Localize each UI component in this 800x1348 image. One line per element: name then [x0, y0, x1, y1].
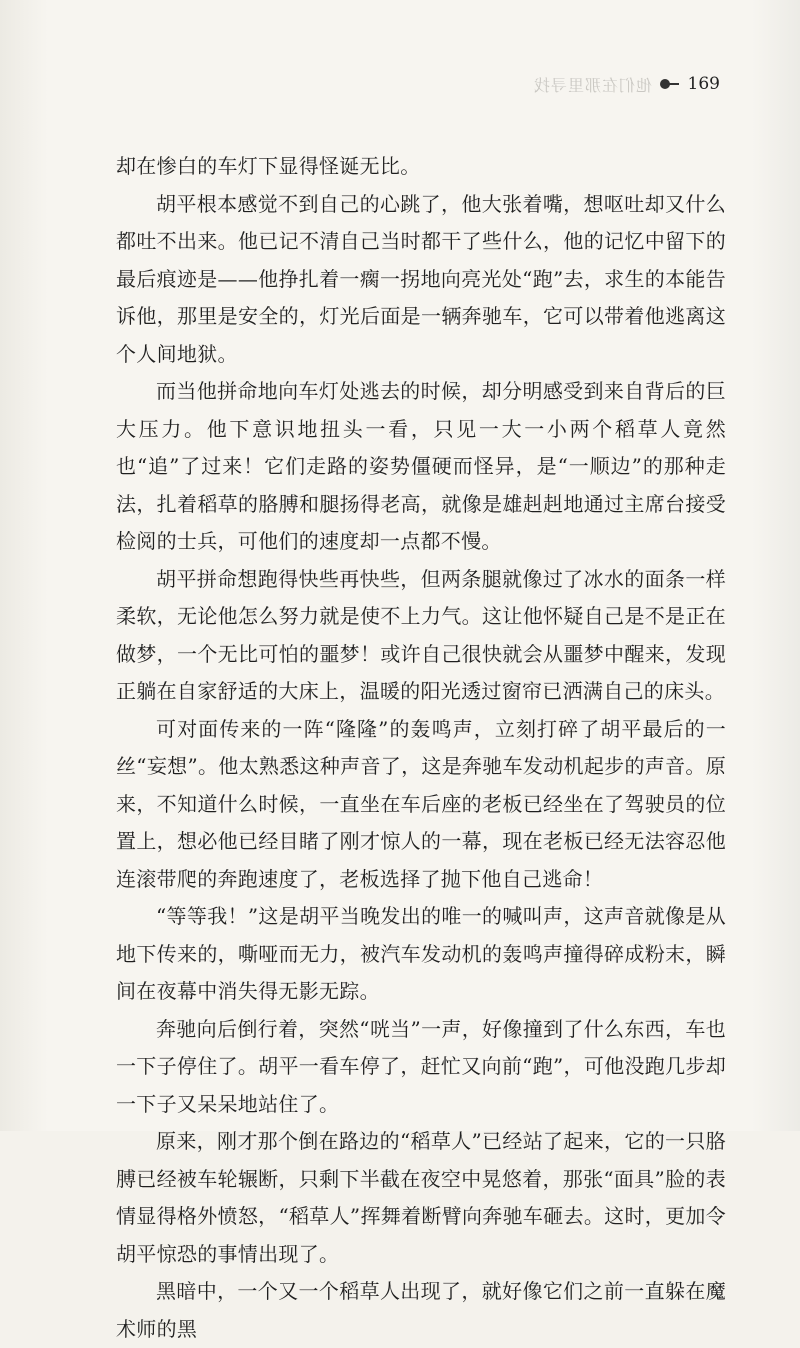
page-number: 169 — [687, 74, 720, 94]
page-number-marker-icon — [660, 79, 670, 89]
paragraph: 奔驰向后倒行着，突然“咣当”一声，好像撞到了什么东西，车也一下子停住了。胡平一看车停了，赶忙又向前“跑”，可他没跑几步却一下子又呆呆地站住了。 — [116, 1016, 726, 1116]
paragraph: 胡平拼命想跑得快些再快些，但两条腿就像过了冰水的面条一样柔软，无论他怎么努力就是使不上力气。这让他怀疑自己是不是正在做梦，一个无比可怕的噩梦！或许自己很快就会从噩梦中醒来，发现正躺在自家舒适的大床上，温暖的阳光透过窗帘已洒满自己的床头。 — [116, 566, 726, 703]
paragraph: 可对面传来的一阵“隆隆”的轰鸣声，立刻打碎了胡平最后的一丝“妄想”。他太熟悉这种声音了，这是奔驰车发动机起步的声音。原来，不知道什么时候，一直坐在车后座的老板已经坐在了驾驶员的位置上，想必他已经目睹了刚才惊人的一幕，现在老板已经无法容忍他连滚带爬的奔跑速度了，老板选择了抛下他自己逃命！ — [116, 716, 726, 891]
body-text — [116, 148, 726, 1348]
paragraph: “等等我！”这是胡平当晚发出的唯一的喊叫声，这声音就像是从地下传来的，嘶哑而无力，被汽车发动机的轰鸣声撞得碎成粉末，瞬间在夜幕中消失得无影无踪。 — [116, 904, 726, 1003]
paragraph: 而当他拼命地向车灯处逃去的时候，却分明感受到来自背后的巨大压力。他下意识地扭头一看，只见一大一小两个稻草人竟然也“追”了过来！它们走路的姿势僵硬而怪异，是“一顺边”的那种走法，扎着稻草的胳膊和腿扬得老高，就像是雄赳赳地通过主席台接受检阅的士兵，可他们的速度却一点都不慢。 — [116, 379, 726, 553]
paragraph: 原来，刚才那个倒在路边的“稻草人”已经站了起来，它的一只胳膊已经被车轮辗断，只剩下半截在夜空中晃悠着，那张“面具”脸的表情显得格外愤怒，“稻草人”挥舞着断臂向奔驰车砸去。这时，更加令胡平惊恐的事情出现了。 — [116, 1129, 726, 1266]
page-header — [533, 70, 720, 98]
paragraph: 黑暗中，一个又一个稻草人出现了，就好像它们之前一直躲在魔术师的黑 — [116, 1279, 726, 1341]
bleed-through-header-text: 他们在那里寻找 — [532, 75, 652, 95]
paragraph: 胡平根本感觉不到自己的心跳了，他大张着嘴，想呕吐却又什么都吐不出来。他已记不清自己当时都干了些什么，他的记忆中留下的最后痕迹是——他挣扎着一瘸一拐地向亮光处“跑”去，求生的本能告诉他，那里是安全的，灯光后面是一辆奔驰车，它可以带着他逃离这个人间地狱。 — [116, 191, 726, 366]
paragraph: 却在惨白的车灯下显得怪诞无比。 — [116, 154, 421, 178]
